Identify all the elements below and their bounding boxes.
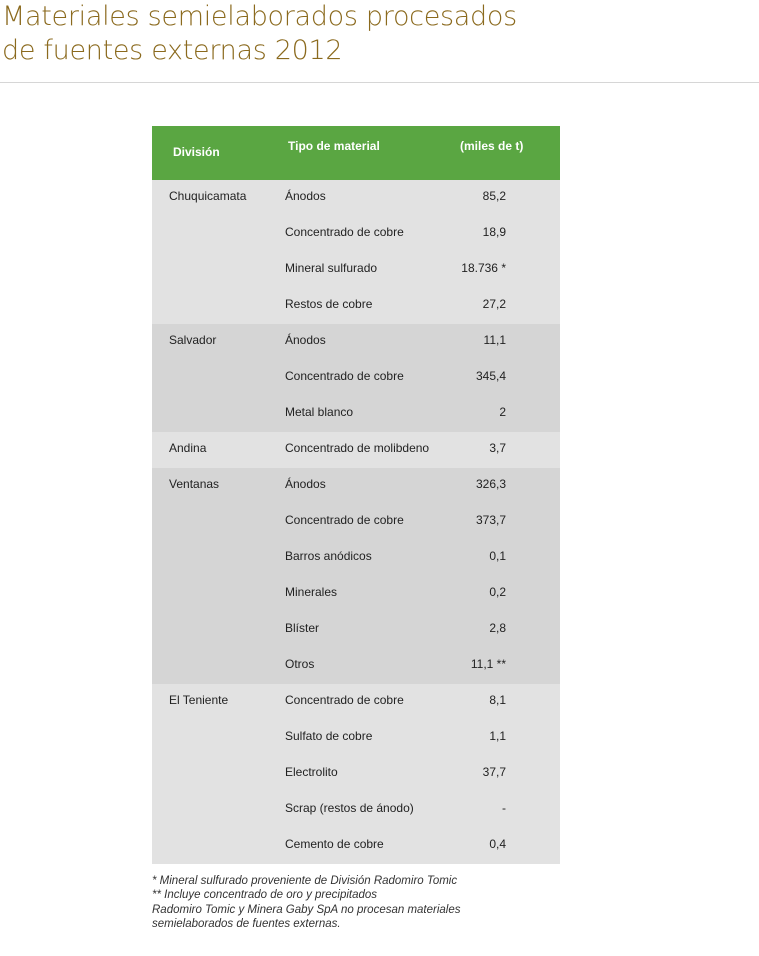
material-type: Concentrado de cobre — [285, 693, 404, 707]
material-type: Concentrado de cobre — [285, 369, 404, 383]
footnote-2: ** Incluye concentrado de oro y precipitados — [152, 889, 378, 902]
material-value: 0,1 — [489, 549, 506, 563]
division-group — [152, 468, 560, 684]
material-value: 3,7 — [489, 441, 506, 455]
division-name: Andina — [169, 441, 207, 455]
division-name: Ventanas — [169, 477, 220, 491]
material-type: Otros — [285, 657, 315, 671]
table-row — [152, 468, 560, 504]
material-value: 326,3 — [475, 477, 506, 491]
material-value: 373,7 — [475, 513, 506, 527]
material-value: 0,4 — [489, 837, 506, 851]
material-type: Ánodos — [285, 477, 326, 491]
material-value: 18.736 * — [461, 261, 506, 275]
footnotes — [152, 874, 572, 931]
material-type: Concentrado de cobre — [285, 225, 404, 239]
table-row — [152, 288, 560, 324]
page-title — [2, 0, 742, 68]
division-group — [152, 684, 560, 864]
division-group — [152, 180, 560, 324]
table-row — [152, 324, 560, 360]
page-title-line-2: de fuentes externas 2012 — [2, 35, 343, 66]
material-value: 18,9 — [482, 225, 506, 239]
table-body — [152, 180, 560, 864]
material-type: Barros anódicos — [285, 549, 372, 563]
table-row — [152, 360, 560, 396]
table-row — [152, 252, 560, 288]
title-divider — [0, 82, 759, 83]
footnote-1: * Mineral sulfurado proveniente de División Radomiro Tomic — [152, 875, 458, 887]
material-value: 8,1 — [489, 693, 506, 707]
material-value: 0,2 — [489, 585, 506, 599]
division-name: Chuquicamata — [169, 189, 247, 203]
table-row — [152, 828, 560, 864]
table-header — [152, 126, 560, 180]
materials-table — [152, 126, 560, 864]
material-type: Metal blanco — [285, 405, 354, 419]
table-row — [152, 396, 560, 432]
material-value: 85,2 — [482, 189, 506, 203]
material-type: Ánodos — [285, 189, 326, 203]
footnote-4: semielaborados de fuentes externas. — [152, 917, 341, 930]
table-row — [152, 180, 560, 216]
table-row — [152, 504, 560, 540]
header-division: División — [173, 145, 220, 159]
table-row — [152, 720, 560, 756]
material-type: Sulfato de cobre — [285, 729, 373, 743]
division-name: El Teniente — [169, 693, 229, 707]
material-type: Blíster — [285, 621, 320, 635]
header-miles-de-t: (miles de t) — [460, 139, 524, 153]
material-type: Electrolito — [285, 765, 338, 779]
table-row — [152, 756, 560, 792]
material-value: - — [502, 801, 506, 815]
material-type: Restos de cobre — [285, 297, 373, 311]
material-value: 2 — [499, 405, 506, 419]
material-value: 1,1 — [489, 729, 506, 743]
table-row — [152, 576, 560, 612]
table-row — [152, 684, 560, 720]
footnote-3: Radomiro Tomic y Minera Gaby SpA no procesan materiales — [152, 903, 461, 916]
material-type: Mineral sulfurado — [285, 261, 378, 275]
material-type: Concentrado de cobre — [285, 513, 404, 527]
division-group — [152, 432, 560, 468]
material-value: 37,7 — [482, 765, 506, 779]
table-row — [152, 540, 560, 576]
material-value: 2,8 — [489, 621, 506, 635]
header-tipo-material: Tipo de material — [288, 139, 380, 153]
page-title-line-1: Materiales semielaborados procesados — [2, 1, 517, 32]
material-value: 27,2 — [482, 297, 506, 311]
material-value: 11,1 ** — [470, 657, 506, 671]
material-type: Cemento de cobre — [285, 837, 384, 851]
division-group — [152, 324, 560, 432]
material-value: 11,1 — [483, 333, 506, 347]
material-type: Scrap (restos de ánodo) — [285, 801, 414, 815]
table-row — [152, 432, 560, 468]
table-row — [152, 216, 560, 252]
material-type: Ánodos — [285, 333, 326, 347]
table-row — [152, 792, 560, 828]
material-value: 345,4 — [475, 369, 506, 383]
material-type: Concentrado de molibdeno — [285, 441, 430, 455]
table-row — [152, 648, 560, 684]
division-name: Salvador — [169, 333, 217, 347]
table-row — [152, 612, 560, 648]
material-type: Minerales — [285, 585, 338, 599]
